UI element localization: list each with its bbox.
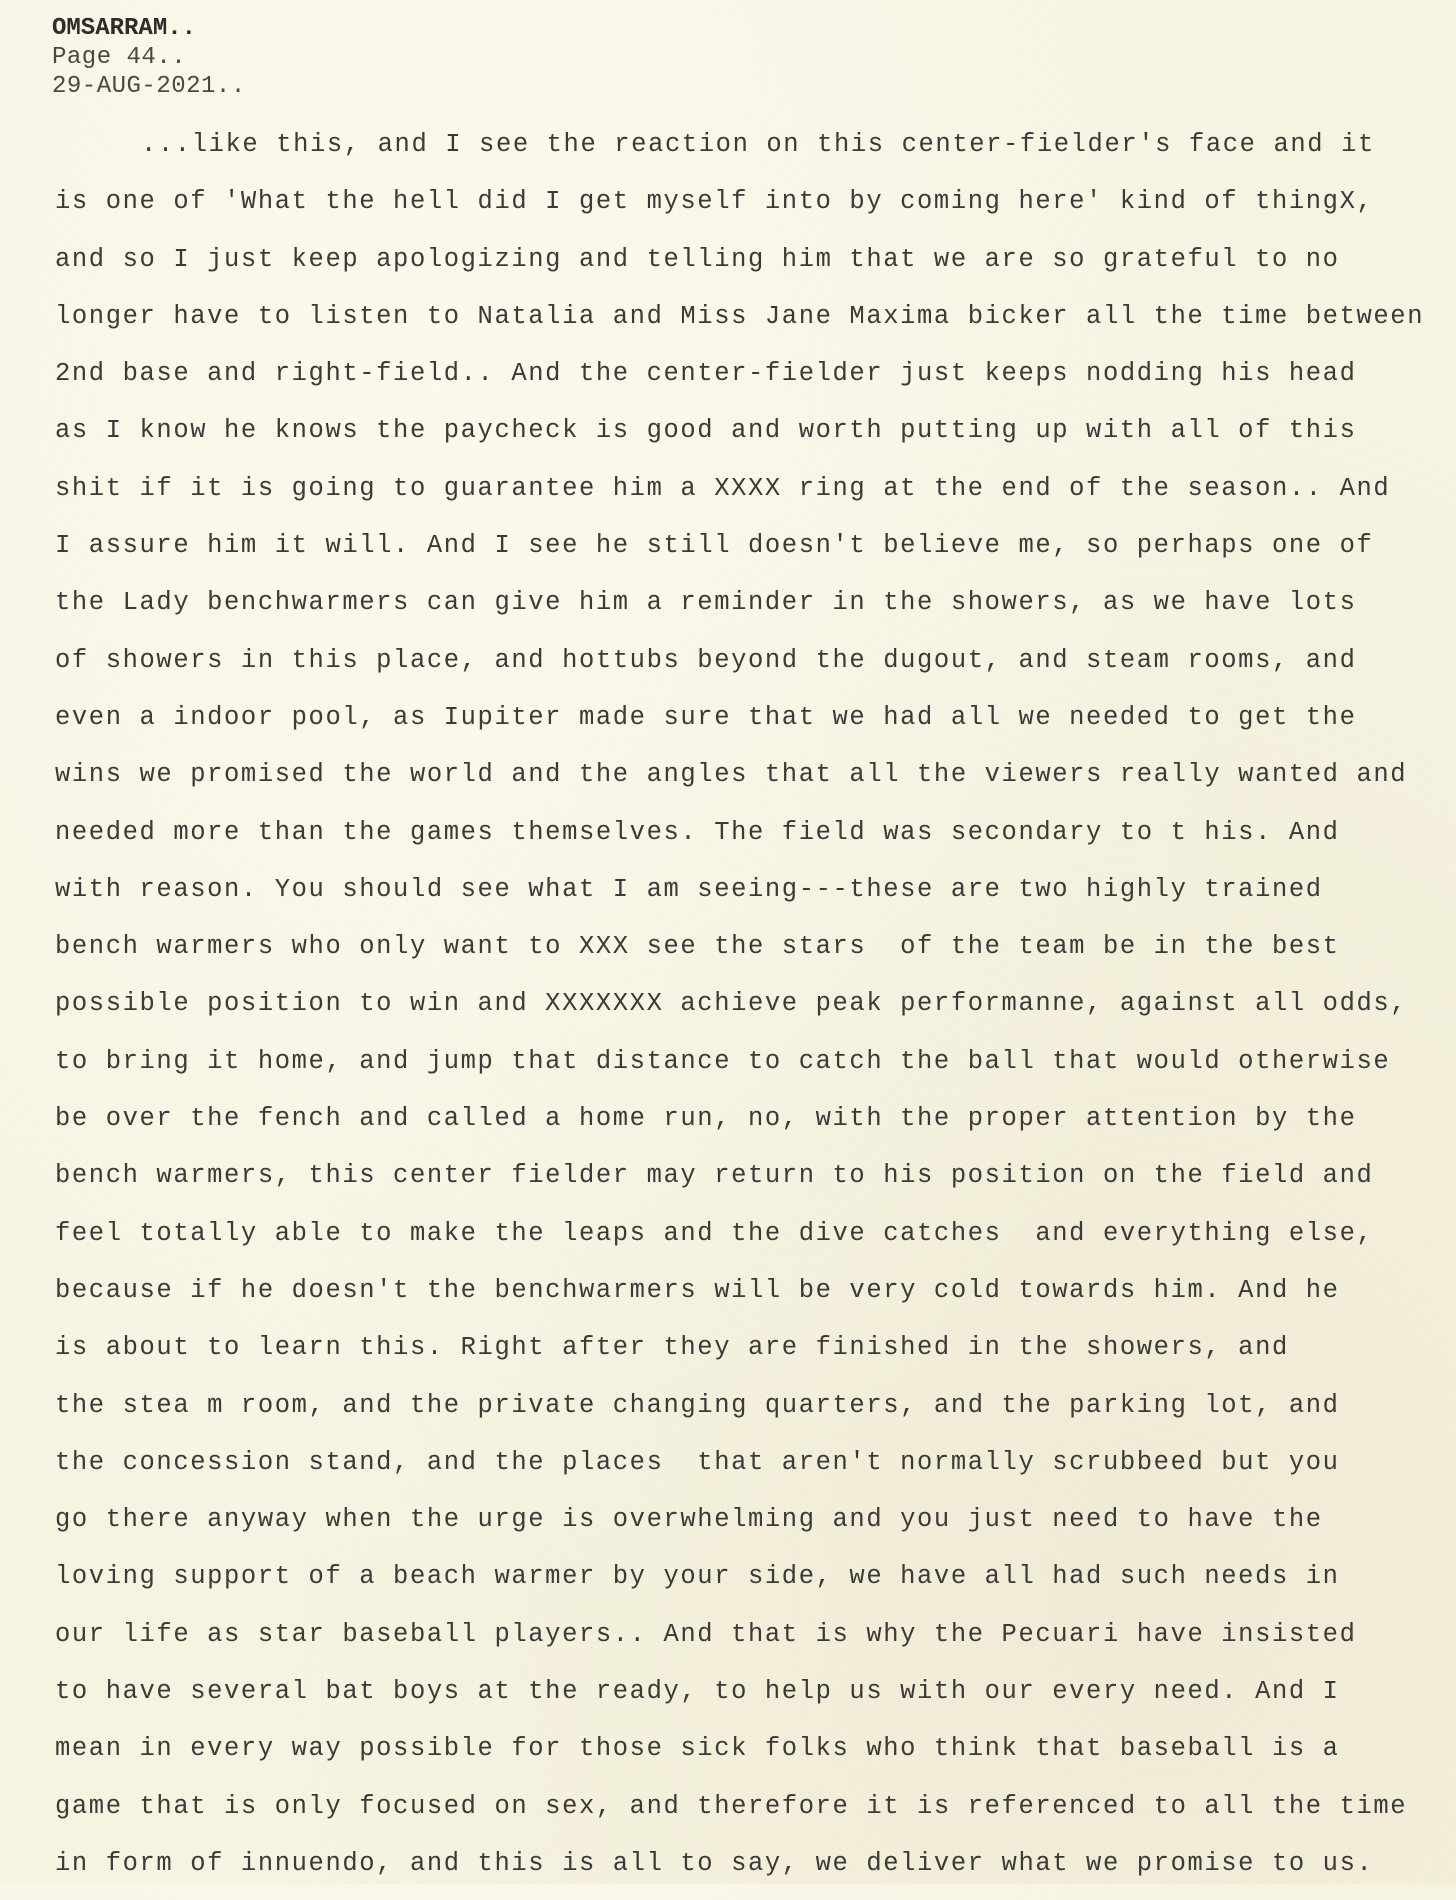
- text-line: needed more than the games themselves. The field was secondary to t his. And: [55, 817, 1340, 847]
- text-line: game that is only focused on sex, and therefore it is referenced to all the time: [55, 1791, 1408, 1821]
- text-line: be over the fench and called a home run, no, with the proper attention by the: [55, 1104, 1357, 1134]
- text-line: go there anyway when the urge is overwhelming and you just need to have the: [55, 1505, 1323, 1535]
- text-line: the concession stand, and the places that aren't normally scrubbeed but you: [55, 1447, 1340, 1477]
- text-line: to bring it home, and jump that distance to catch the ball that would otherwise: [55, 1046, 1391, 1076]
- text-line: loving support of a beach warmer by your side, we have all had such needs in: [55, 1562, 1340, 1592]
- text-line: possible position to win and XXXXXXX achieve peak performanne, against all odds,: [55, 989, 1408, 1019]
- text-line: longer have to listen to Natalia and Miss Jane Maxima bicker all the time between: [55, 301, 1425, 331]
- page-date: 29-AUG-2021..: [52, 73, 246, 100]
- page-number: Page 44..: [52, 44, 187, 71]
- text-line: bench warmers, this center fielder may return to his position on the field and: [55, 1161, 1374, 1191]
- text-line: as I know he knows the paycheck is good and worth putting up with all of this: [55, 416, 1357, 446]
- text-line: I assure him it will. And I see he still doesn't believe me, so perhaps one of: [55, 531, 1374, 561]
- text-line: and so I just keep apologizing and telling him that we are so grateful to no: [55, 244, 1340, 274]
- text-line: in form of innuendo, and this is all to say, we deliver what we promise to us.: [55, 1848, 1374, 1878]
- text-line: the stea m room, and the private changing quarters, and the parking lot, and: [55, 1390, 1340, 1420]
- text-line: wins we promised the world and the angles that all the viewers really wanted and: [55, 760, 1408, 790]
- body-text: [55, 124, 1455, 1900]
- text-line: of showers in this place, and hottubs beyond the dugout, and steam rooms, and: [55, 645, 1357, 675]
- text-line: ...like this, and I see the reaction on this center-fielder's face and it: [141, 130, 1375, 159]
- text-line: with reason. You should see what I am seeing---these are two highly trained: [55, 874, 1323, 904]
- text-line: the Lady benchwarmers can give him a reminder in the showers, as we have lots: [55, 588, 1357, 618]
- page-header: [52, 14, 246, 101]
- text-line: bench warmers who only want to XXX see the stars of the team be in the best: [55, 932, 1340, 962]
- text-line: 2nd base and right-field.. And the center-fielder just keeps nodding his head: [55, 359, 1357, 389]
- text-line: shit if it is going to guarantee him a XXXX ring at the end of the season.. And: [55, 473, 1391, 503]
- author-title: OMSARRAM..: [52, 15, 197, 42]
- text-line: to have several bat boys at the ready, to help us with our every need. And I: [55, 1677, 1340, 1707]
- text-line: is about to learn this. Right after they are finished in the showers, and: [55, 1333, 1289, 1363]
- text-line: mean in every way possible for those sick folks who think that baseball is a: [55, 1734, 1340, 1764]
- text-line: our life as star baseball players.. And that is why the Pecuari have insisted: [55, 1619, 1357, 1649]
- text-line: is one of 'What the hell did I get myself into by coming here' kind of thingX,: [55, 187, 1374, 217]
- text-line: because if he doesn't the benchwarmers will be very cold towards him. And he: [55, 1275, 1340, 1305]
- text-line: even a indoor pool, as Iupiter made sure that we had all we needed to get the: [55, 702, 1357, 732]
- text-line: feel totally able to make the leaps and the dive catches and everything else,: [55, 1218, 1374, 1248]
